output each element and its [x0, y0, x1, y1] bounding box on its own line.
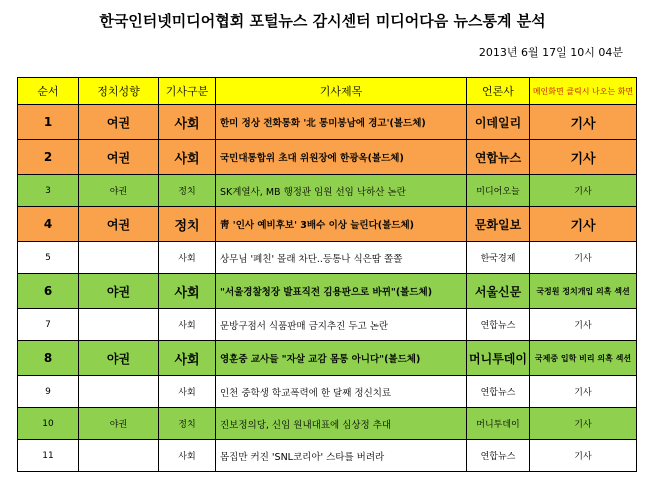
table-row	[18, 309, 637, 341]
row-article-title: 靑 '인사 예비후보' 3배수 이상 늘린다(볼드체)	[216, 207, 467, 242]
row-category: 정치	[159, 207, 216, 242]
row-order: 4	[18, 207, 79, 242]
row-publisher: 한국경제	[467, 242, 530, 274]
row-politics	[79, 376, 159, 408]
table-row	[18, 440, 637, 472]
column-header-order: 순서	[18, 78, 79, 105]
row-politics: 야권	[79, 341, 159, 376]
row-order: 11	[18, 440, 79, 472]
table-row	[18, 341, 637, 376]
row-article-title: 국민대통합위 초대 위원장에 한광옥(볼드체)	[216, 140, 467, 175]
row-order: 10	[18, 408, 79, 440]
row-politics: 야권	[79, 408, 159, 440]
table-row	[18, 274, 637, 309]
timestamp: 2013년 6월 17일 10시 04분	[478, 46, 623, 59]
row-article-title: "서울경찰청장 발표직전 김용판으로 바뀌"(볼드체)	[216, 274, 467, 309]
row-politics	[79, 309, 159, 341]
row-publisher: 연합뉴스	[467, 140, 530, 175]
row-category: 사회	[159, 140, 216, 175]
row-article-title: 상무님 '폐친' 몰래 차단..등통나 식은땀 쫄쫄	[216, 242, 467, 274]
column-header-result-screen: 메인화면 클릭시 나오는 화면	[530, 78, 637, 105]
row-publisher: 연합뉴스	[467, 309, 530, 341]
column-header-category: 기사구분	[159, 78, 216, 105]
row-result-screen: 기사	[530, 242, 637, 274]
row-order: 9	[18, 376, 79, 408]
table-row	[18, 105, 637, 140]
row-publisher: 문화일보	[467, 207, 530, 242]
row-politics: 여권	[79, 207, 159, 242]
row-result-screen: 기사	[530, 440, 637, 472]
row-politics: 야권	[79, 274, 159, 309]
row-result-screen: 기사	[530, 376, 637, 408]
row-category: 사회	[159, 341, 216, 376]
row-result-screen: 기사	[530, 309, 637, 341]
table-row	[18, 140, 637, 175]
row-politics: 여권	[79, 140, 159, 175]
row-article-title: 영훈중 교사들 "자살 교감 몸통 아니다"(볼드체)	[216, 341, 467, 376]
news-stats-table	[17, 77, 637, 472]
row-publisher: 서울신문	[467, 274, 530, 309]
column-header-politics: 정치성향	[79, 78, 159, 105]
row-order: 6	[18, 274, 79, 309]
row-order: 1	[18, 105, 79, 140]
row-result-screen: 기사	[530, 408, 637, 440]
row-category: 정치	[159, 175, 216, 207]
row-politics	[79, 242, 159, 274]
row-politics	[79, 440, 159, 472]
row-order: 7	[18, 309, 79, 341]
row-category: 사회	[159, 105, 216, 140]
row-publisher: 연합뉴스	[467, 376, 530, 408]
column-header-publisher: 언론사	[467, 78, 530, 105]
row-result-screen: 기사	[530, 140, 637, 175]
row-order: 2	[18, 140, 79, 175]
column-header-title: 기사제목	[216, 78, 467, 105]
row-result-screen: 기사	[530, 105, 637, 140]
row-politics: 여권	[79, 105, 159, 140]
row-article-title: 문방구점서 식품판매 금지추진 두고 논란	[216, 309, 467, 341]
row-article-title: 진보정의당, 신임 원내대표에 심상정 추대	[216, 408, 467, 440]
row-publisher: 연합뉴스	[467, 440, 530, 472]
row-category: 정치	[159, 408, 216, 440]
row-category: 사회	[159, 242, 216, 274]
row-order: 3	[18, 175, 79, 207]
row-category: 사회	[159, 274, 216, 309]
row-result-screen: 기사	[530, 207, 637, 242]
table-row	[18, 376, 637, 408]
row-publisher: 미디어오늘	[467, 175, 530, 207]
row-order: 8	[18, 341, 79, 376]
row-result-screen: 국제중 입학 비리 의혹 섹션	[530, 341, 637, 376]
row-publisher: 이데일리	[467, 105, 530, 140]
table-row	[18, 207, 637, 242]
row-article-title: 인천 중학생 학교폭력에 한 달째 정신치료	[216, 376, 467, 408]
row-article-title: 몸집만 커진 'SNL코리아' 스타를 버려라	[216, 440, 467, 472]
row-result-screen: 국정원 정치개입 의혹 섹션	[530, 274, 637, 309]
page-title: 한국인터넷미디어협회 포털뉴스 감시센터 미디어다음 뉴스통계 분석	[99, 12, 546, 30]
row-result-screen: 기사	[530, 175, 637, 207]
row-publisher: 머니투데이	[467, 408, 530, 440]
row-article-title: 한미 정상 전화통화 '北 통미봉남에 경고'(볼드체)	[216, 105, 467, 140]
row-category: 사회	[159, 376, 216, 408]
row-category: 사회	[159, 440, 216, 472]
table-row	[18, 242, 637, 274]
row-publisher: 머니투데이	[467, 341, 530, 376]
row-article-title: SK계열사, MB 행정관 임원 선임 낙하산 논란	[216, 175, 467, 207]
row-category: 사회	[159, 309, 216, 341]
row-politics: 야권	[79, 175, 159, 207]
row-order: 5	[18, 242, 79, 274]
table-row	[18, 175, 637, 207]
table-header-row	[18, 78, 637, 105]
table-row	[18, 408, 637, 440]
